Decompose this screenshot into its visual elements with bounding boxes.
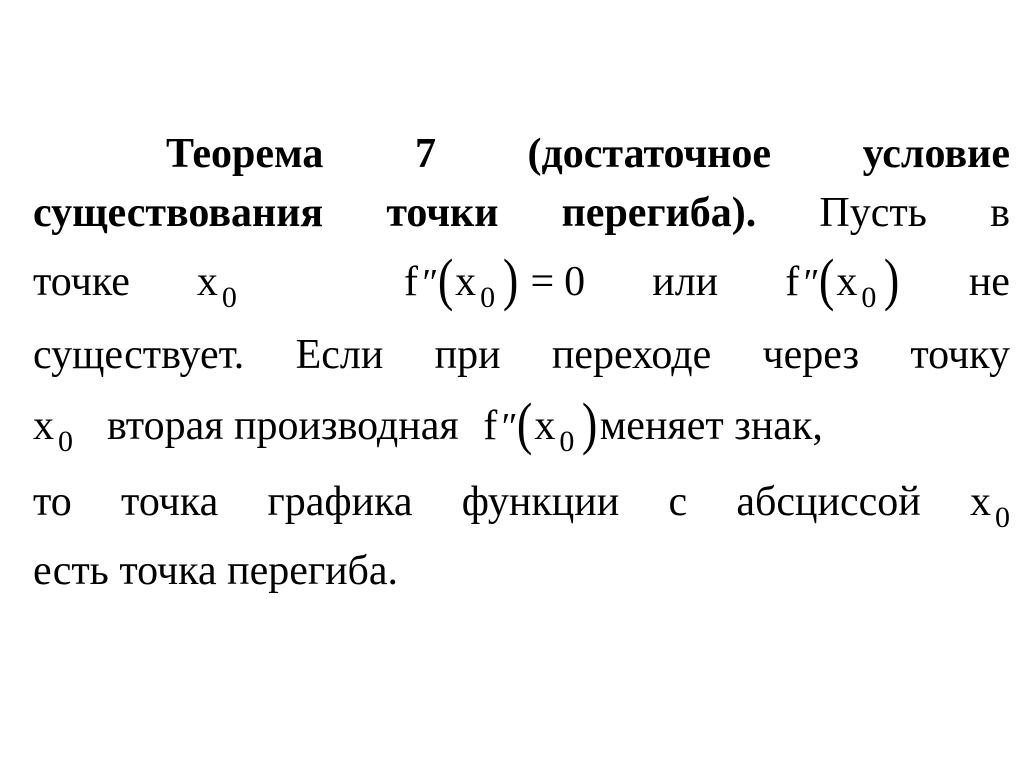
text-word: переходе [551, 332, 712, 378]
text-word: точке [33, 259, 130, 305]
math-subscript-0: 0 [221, 281, 237, 314]
theorem-line-7 [33, 541, 1010, 601]
text-word: функции [461, 479, 620, 525]
math-subscript-0: 0 [994, 501, 1010, 534]
theorem-condition-word-1: (достаточное [527, 131, 771, 177]
math-subscript-0: 0 [480, 281, 496, 314]
text-word: абсциссой [736, 479, 921, 525]
text-phrase: есть точка перегиба. [33, 548, 399, 594]
math-f2-x0 [785, 246, 901, 316]
text-phrase: вторая производная [107, 403, 459, 449]
math-var-x: x [969, 479, 991, 525]
math-right-paren: ) [582, 391, 598, 456]
math-var-x: x [836, 259, 858, 305]
theorem-line-5 [33, 390, 1010, 460]
theorem-title-word: Теорема [166, 131, 324, 177]
math-subscript-0: 0 [861, 281, 877, 314]
math-func-f: f [785, 259, 800, 305]
math-x0 [970, 472, 1010, 536]
math-x0 [197, 252, 237, 316]
text-word: существует. [33, 332, 245, 378]
math-var-x: x [196, 259, 218, 305]
theorem-number: 7 [414, 131, 436, 177]
text-phrase: меняет знак, [599, 403, 823, 449]
text-word: то [33, 479, 72, 525]
math-right-paren: ) [884, 247, 900, 312]
math-right-paren: ) [503, 247, 519, 312]
math-f2-x0-equals-zero [404, 246, 585, 316]
text-word: или [652, 259, 719, 305]
math-var-x: x [455, 259, 477, 305]
math-double-prime: ″ [499, 406, 516, 448]
theorem-condition-word-3: существования [33, 190, 324, 236]
theorem-line-4 [33, 325, 1010, 385]
math-var-x: x [33, 403, 54, 449]
text-word: точку [910, 332, 1010, 378]
text-word: точка [121, 479, 219, 525]
math-var-x: x [534, 403, 556, 449]
theorem-condition-word-5: перегиба). [561, 190, 757, 236]
math-subscript-0: 0 [58, 425, 73, 458]
text-word: графика [267, 479, 413, 525]
math-left-paren: ( [437, 247, 454, 312]
theorem-condition-word-4: точки [386, 190, 499, 236]
math-func-f: f [483, 403, 498, 449]
math-double-prime: ″ [801, 262, 818, 304]
text-word: через [762, 332, 860, 378]
theorem-line-6 [33, 472, 1010, 536]
math-left-paren: ( [516, 391, 533, 456]
text-word: в [990, 190, 1010, 236]
text-word: Если [295, 332, 384, 378]
math-x0 [33, 396, 73, 460]
theorem-line-2 [33, 183, 1010, 243]
text-word: при [434, 332, 501, 378]
text-word: Пусть [819, 190, 927, 236]
math-func-f: f [404, 259, 418, 305]
math-double-prime: ″ [420, 262, 436, 304]
theorem-condition-word-2: условие [862, 131, 1010, 177]
math-equals: = [530, 259, 555, 305]
math-left-paren: ( [819, 247, 835, 312]
text-word: не [968, 259, 1010, 305]
text-word: с [668, 479, 688, 525]
theorem-line-3 [33, 246, 1010, 316]
math-f2-x0 [483, 390, 599, 460]
math-zero: 0 [564, 259, 586, 305]
math-subscript-0: 0 [559, 425, 575, 458]
theorem-line-1 [33, 124, 1010, 184]
